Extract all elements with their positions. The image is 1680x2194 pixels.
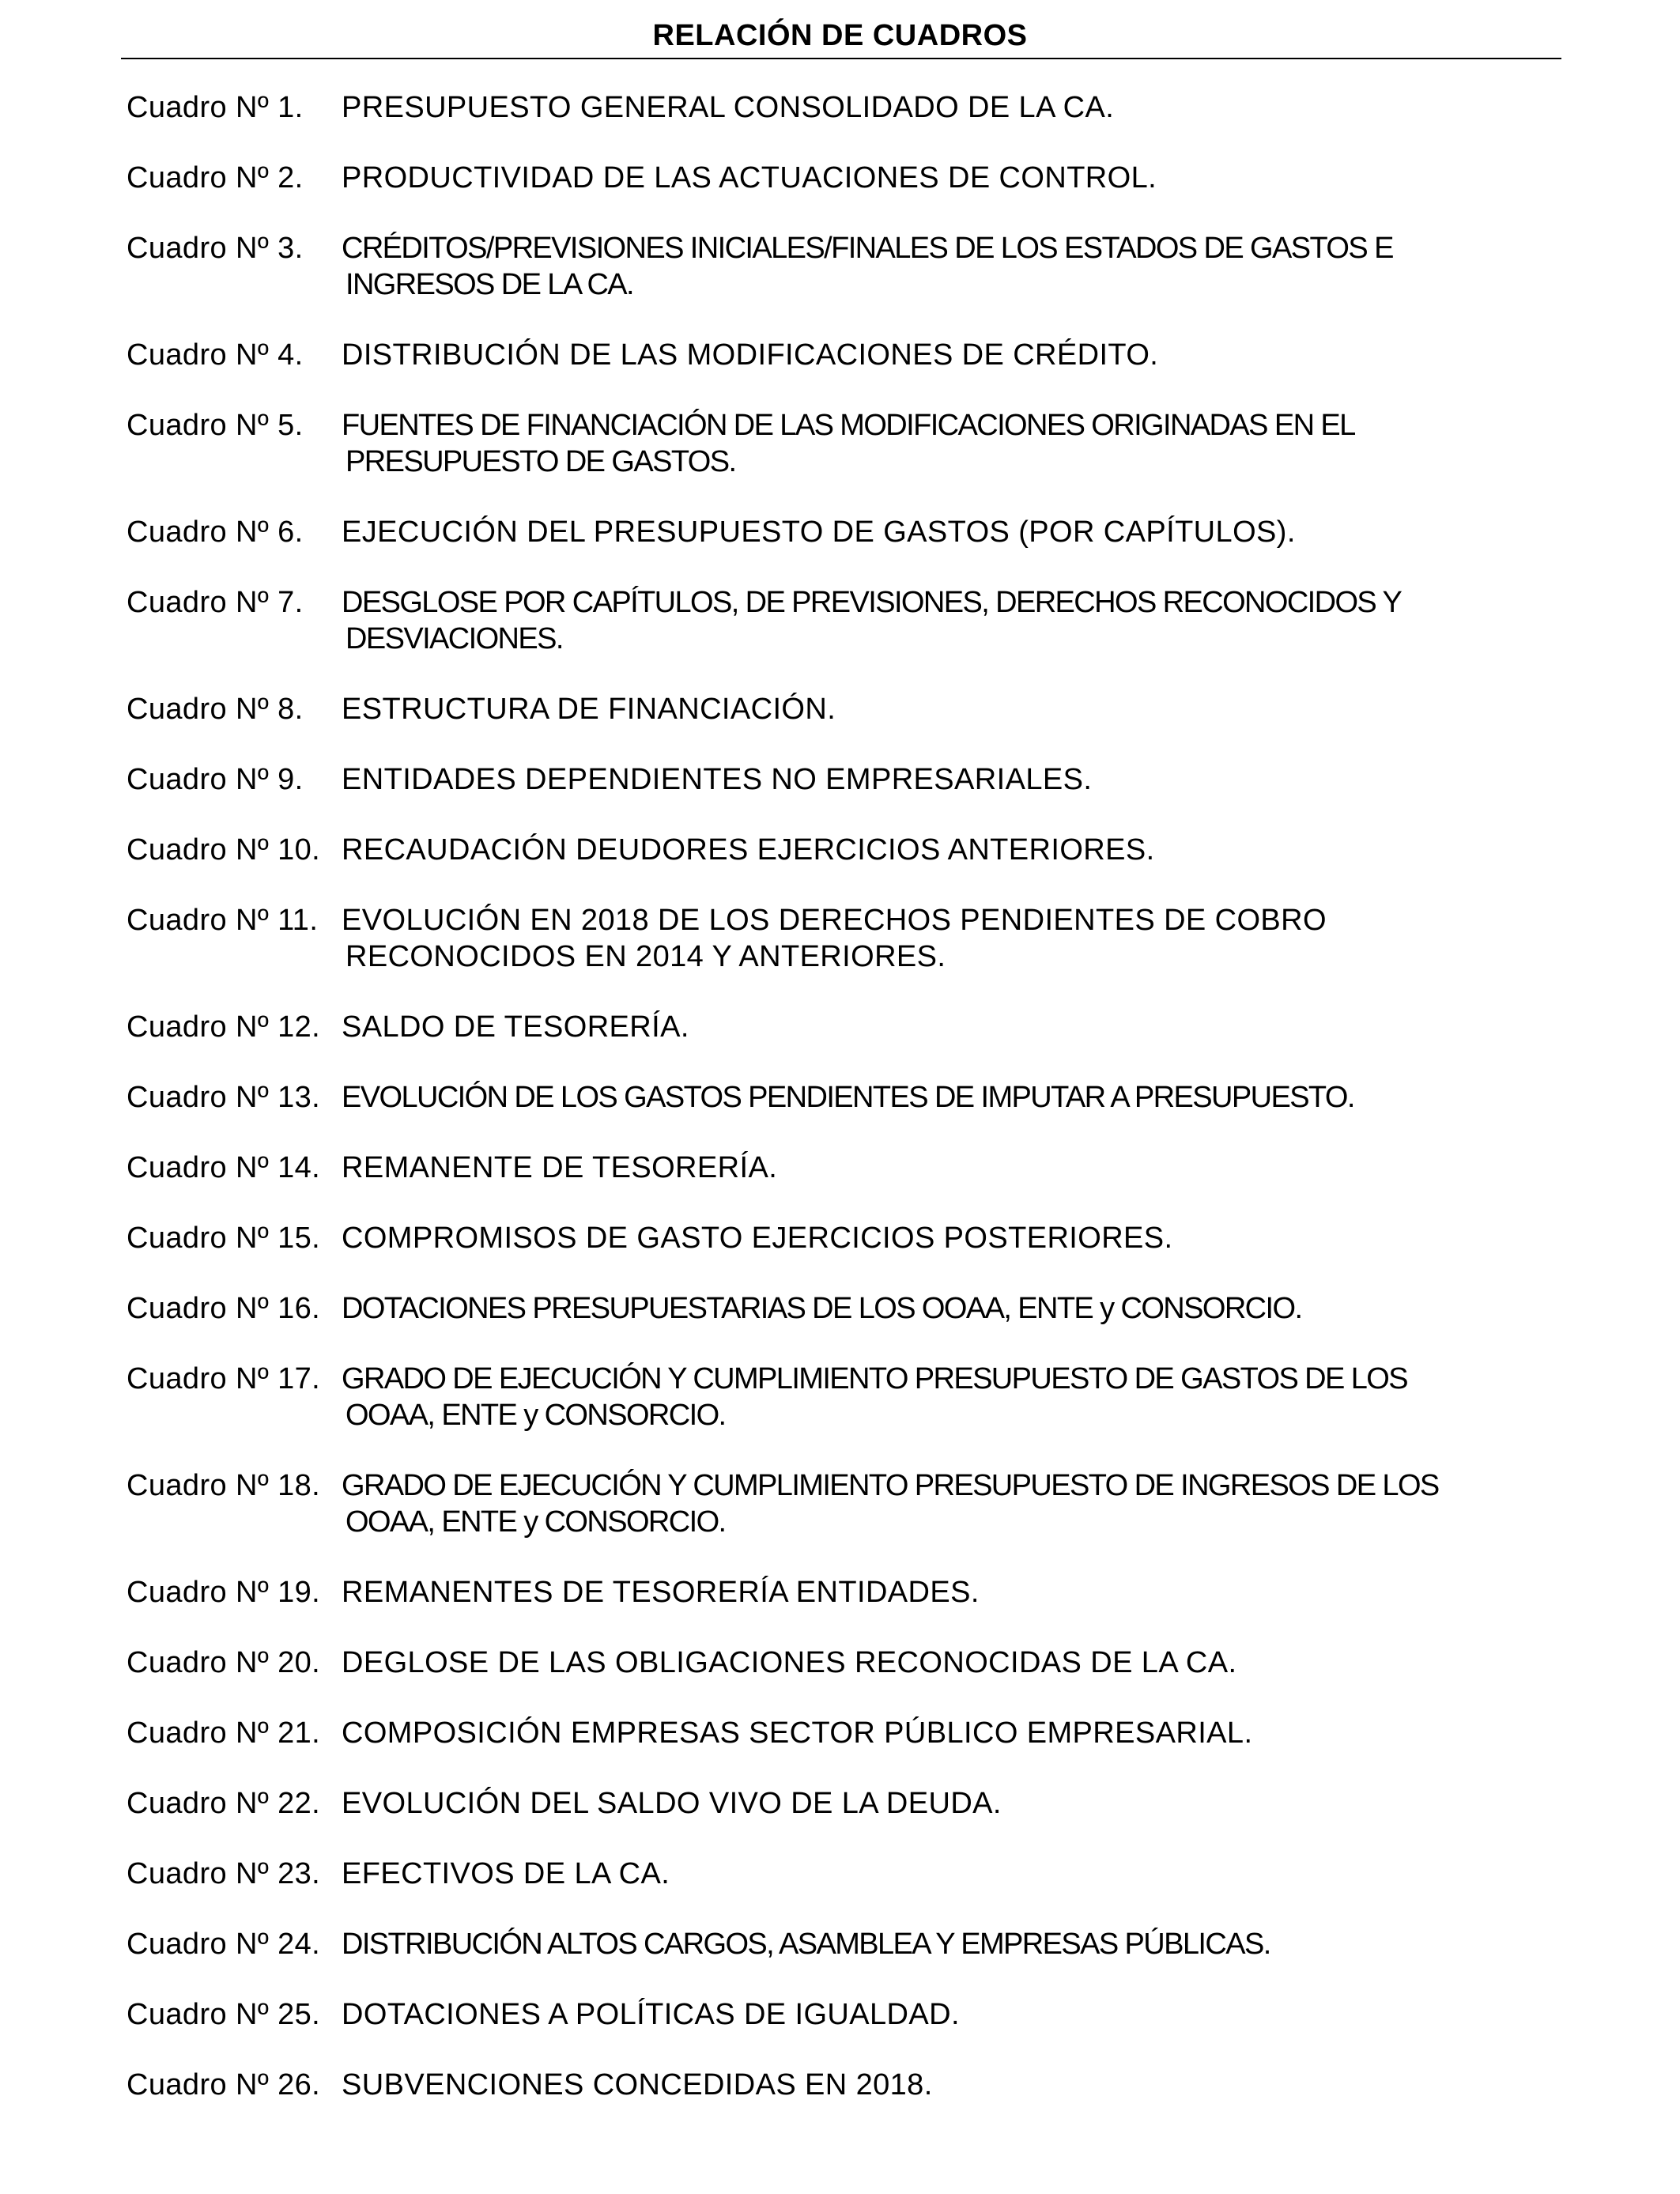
list-item xyxy=(126,1926,1550,1962)
entry-label: Cuadro Nº 2. xyxy=(126,161,304,194)
entry-label: Cuadro Nº 10. xyxy=(126,833,321,867)
entry-title-continuation: OOAA, ENTE y CONSORCIO. xyxy=(345,1505,726,1539)
entry-label: Cuadro Nº 18. xyxy=(126,1469,321,1502)
entry-label: Cuadro Nº 19. xyxy=(126,1576,321,1609)
list-item xyxy=(126,902,1550,975)
list-item xyxy=(126,1856,1550,1892)
entry-title-continuation: INGRESOS DE LA CA. xyxy=(345,268,633,301)
entry-title: FUENTES DE FINANCIACIÓN DE LAS MODIFICACIONES ORIGINADAS EN EL xyxy=(342,409,1355,442)
entry-title: COMPOSICIÓN EMPRESAS SECTOR PÚBLICO EMPRESARIAL. xyxy=(342,1716,1253,1750)
entry-title: RECAUDACIÓN DEUDORES EJERCICIOS ANTERIORES. xyxy=(342,833,1155,867)
entry-title-continuation: DESVIACIONES. xyxy=(345,622,563,655)
entry-title: DISTRIBUCIÓN ALTOS CARGOS, ASAMBLEA Y EMPRESAS PÚBLICAS. xyxy=(342,1928,1270,1961)
entry-title: COMPROMISOS DE GASTO EJERCICIOS POSTERIORES. xyxy=(342,1222,1173,1255)
list-item xyxy=(126,832,1550,868)
entry-title-continuation: RECONOCIDOS EN 2014 Y ANTERIORES. xyxy=(345,940,946,973)
entry-title-continuation: OOAA, ENTE y CONSORCIO. xyxy=(345,1399,726,1432)
entry-title: ESTRUCTURA DE FINANCIACIÓN. xyxy=(342,693,836,726)
entry-label: Cuadro Nº 17. xyxy=(126,1362,321,1395)
entry-title: SUBVENCIONES CONCEDIDAS EN 2018. xyxy=(342,2068,933,2101)
entry-label: Cuadro Nº 23. xyxy=(126,1857,321,1890)
entry-title: EVOLUCIÓN DEL SALDO VIVO DE LA DEUDA. xyxy=(342,1787,1002,1820)
entry-title: REMANENTE DE TESORERÍA. xyxy=(342,1151,778,1184)
entry-label: Cuadro Nº 21. xyxy=(126,1716,321,1750)
entry-title: DEGLOSE DE LAS OBLIGACIONES RECONOCIDAS DE LA CA. xyxy=(342,1646,1237,1679)
page-title: RELACIÓN DE CUADROS xyxy=(652,19,1028,52)
entry-title: DISTRIBUCIÓN DE LAS MODIFICACIONES DE CRÉDITO. xyxy=(342,338,1159,372)
entry-title: DOTACIONES A POLÍTICAS DE IGUALDAD. xyxy=(342,1998,960,2031)
list-item xyxy=(126,1220,1550,1256)
entry-title: PRESUPUESTO GENERAL CONSOLIDADO DE LA CA. xyxy=(342,91,1115,124)
entry-label: Cuadro Nº 24. xyxy=(126,1928,321,1961)
list-item xyxy=(126,407,1550,480)
list-item xyxy=(126,1574,1550,1611)
entry-title-continuation: PRESUPUESTO DE GASTOS. xyxy=(345,445,736,478)
table-list xyxy=(126,89,1550,2137)
entry-label: Cuadro Nº 13. xyxy=(126,1081,321,1114)
list-item xyxy=(126,2067,1550,2103)
entry-title: PRODUCTIVIDAD DE LAS ACTUACIONES DE CONTROL. xyxy=(342,161,1157,194)
entry-title: EVOLUCIÓN DE LOS GASTOS PENDIENTES DE IMPUTAR A PRESUPUESTO. xyxy=(342,1081,1354,1114)
list-item xyxy=(126,89,1550,126)
list-item xyxy=(126,514,1550,550)
entry-title: EVOLUCIÓN EN 2018 DE LOS DERECHOS PENDIENTES DE COBRO xyxy=(342,904,1327,937)
list-item xyxy=(126,1009,1550,1045)
entry-label: Cuadro Nº 3. xyxy=(126,232,304,265)
entry-label: Cuadro Nº 11. xyxy=(126,904,319,937)
list-item xyxy=(126,1996,1550,2033)
entry-label: Cuadro Nº 4. xyxy=(126,338,304,372)
list-item xyxy=(126,1645,1550,1681)
entry-label: Cuadro Nº 9. xyxy=(126,763,304,796)
entry-title: DESGLOSE POR CAPÍTULOS, DE PREVISIONES, DERECHOS RECONOCIDOS Y xyxy=(342,586,1402,619)
entry-label: Cuadro Nº 12. xyxy=(126,1010,321,1044)
entry-label: Cuadro Nº 20. xyxy=(126,1646,321,1679)
entry-label: Cuadro Nº 7. xyxy=(126,586,304,619)
entry-label: Cuadro Nº 25. xyxy=(126,1998,321,2031)
entry-label: Cuadro Nº 8. xyxy=(126,693,304,726)
list-item xyxy=(126,584,1550,657)
list-item xyxy=(126,1715,1550,1751)
entry-label: Cuadro Nº 6. xyxy=(126,515,304,549)
entry-title: REMANENTES DE TESORERÍA ENTIDADES. xyxy=(342,1576,980,1609)
entry-label: Cuadro Nº 22. xyxy=(126,1787,321,1820)
entry-label: Cuadro Nº 5. xyxy=(126,409,304,442)
entry-label: Cuadro Nº 16. xyxy=(126,1292,321,1325)
entry-title: CRÉDITOS/PREVISIONES INICIALES/FINALES DE LOS ESTADOS DE GASTOS E xyxy=(342,232,1393,265)
title-divider xyxy=(121,58,1561,59)
entry-title: GRADO DE EJECUCIÓN Y CUMPLIMIENTO PRESUPUESTO DE GASTOS DE LOS xyxy=(342,1362,1407,1395)
list-item xyxy=(126,1290,1550,1327)
list-item xyxy=(126,1150,1550,1186)
list-item xyxy=(126,1079,1550,1116)
entry-label: Cuadro Nº 26. xyxy=(126,2068,321,2101)
entry-title: SALDO DE TESORERÍA. xyxy=(342,1010,689,1044)
list-item xyxy=(126,761,1550,798)
list-item xyxy=(126,337,1550,373)
list-item xyxy=(126,1467,1550,1540)
entry-title: DOTACIONES PRESUPUESTARIAS DE LOS OOAA, ENTE y CONSORCIO. xyxy=(342,1292,1302,1325)
list-item xyxy=(126,160,1550,196)
entry-title: GRADO DE EJECUCIÓN Y CUMPLIMIENTO PRESUPUESTO DE INGRESOS DE LOS xyxy=(342,1469,1439,1502)
list-item xyxy=(126,1785,1550,1822)
list-item xyxy=(126,691,1550,727)
entry-label: Cuadro Nº 14. xyxy=(126,1151,321,1184)
entry-label: Cuadro Nº 1. xyxy=(126,91,304,124)
entry-label: Cuadro Nº 15. xyxy=(126,1222,321,1255)
entry-title: EJECUCIÓN DEL PRESUPUESTO DE GASTOS (POR CAPÍTULOS). xyxy=(342,515,1296,549)
list-item xyxy=(126,1361,1550,1433)
entry-title: EFECTIVOS DE LA CA. xyxy=(342,1857,670,1890)
list-item xyxy=(126,230,1550,303)
entry-title: ENTIDADES DEPENDIENTES NO EMPRESARIALES. xyxy=(342,763,1093,796)
